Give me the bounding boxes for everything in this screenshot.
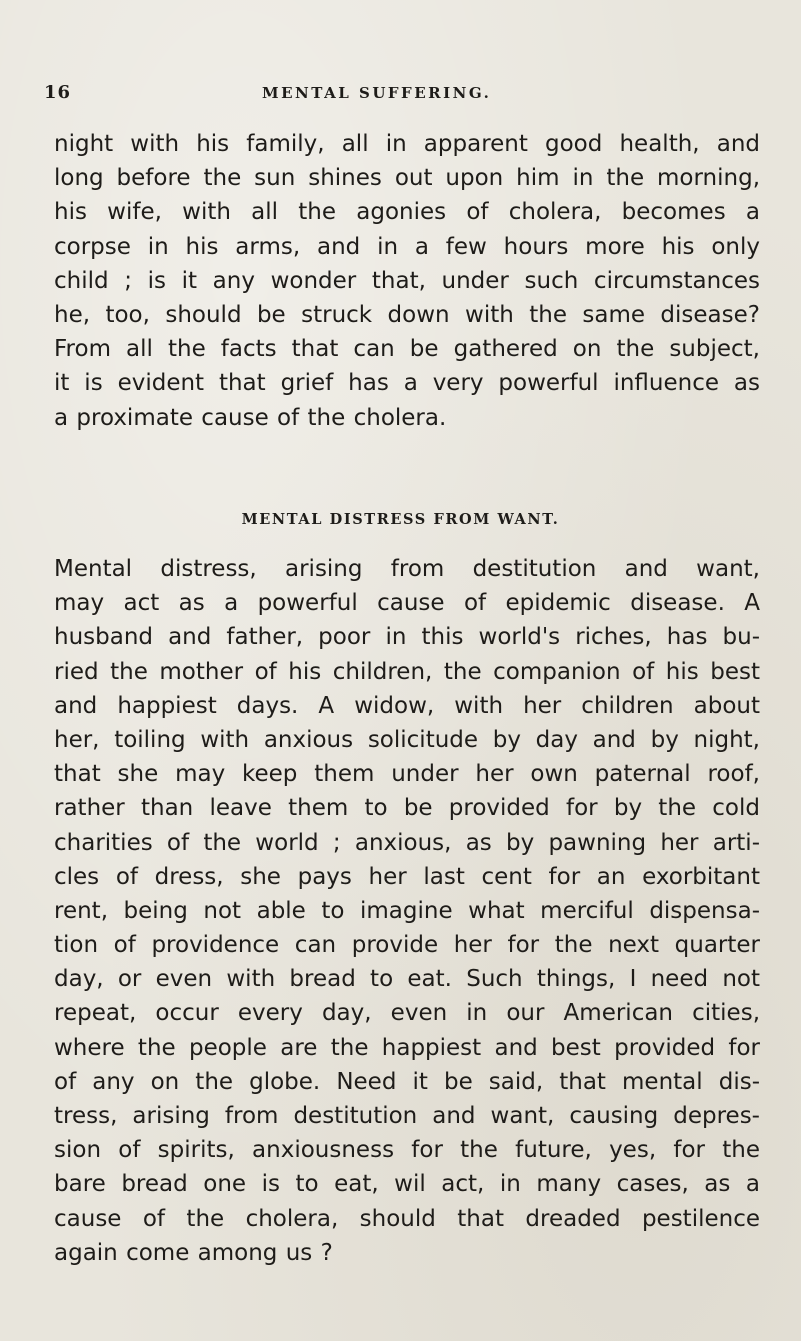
text-line: cles of dress, she pays her last cent for an exorbitant (54, 863, 760, 890)
text-line: ried the mother of his children, the companion of his best (54, 658, 760, 685)
text-line: day, or even with bread to eat. Such things, I need not (54, 966, 760, 993)
text-line: that she may keep them under her own paternal roof, (54, 761, 760, 788)
text-line: his wife, with all the agonies of cholera, becomes a (54, 199, 760, 226)
text-line: charities of the world ; anxious, as by pawning her arti- (54, 829, 760, 856)
text-line: tress, arising from destitution and want, causing depres- (54, 1103, 760, 1129)
text-line: where the people are the happiest and best provided for (54, 1034, 760, 1061)
text-line: Mental distress, arising from destitution and want, (54, 556, 760, 582)
page-number: 16 (44, 82, 72, 103)
text-line: cause of the cholera, should that dreaded pestilence (54, 1205, 760, 1232)
text-line: long before the sun shines out upon him in the morning, (54, 165, 760, 192)
text-line: night with his family, all in apparent good health, and (54, 131, 760, 157)
text-line: husband and father, poor in this world's riches, has bu- (54, 624, 760, 651)
text-line: and happiest days. A widow, with her children about (54, 692, 760, 719)
text-line: a proximate cause of the cholera. (54, 404, 447, 431)
text-line: bare bread one is to eat, wil act, in many cases, as a (54, 1171, 760, 1198)
page-header (0, 82, 801, 108)
text-line: repeat, occur every day, even in our American cities, (54, 1000, 760, 1027)
text-line: tion of providence can provide her for the next quarter (54, 932, 760, 959)
text-line: rather than leave them to be provided for by the cold (54, 795, 760, 822)
text-line: her, toiling with anxious solicitude by day and by night, (54, 726, 760, 753)
text-line: he, too, should be struck down with the same disease? (54, 301, 760, 328)
text-line: sion of spirits, anxiousness for the future, yes, for the (54, 1137, 760, 1164)
paragraph-distress-from-want (54, 552, 760, 1270)
text-line: rent, being not able to imagine what merciful dispensa- (54, 897, 760, 924)
section-heading: MENTAL DISTRESS FROM WANT. (241, 511, 560, 528)
text-line: again come among us ? (54, 1239, 333, 1266)
text-line: may act as a powerful cause of epidemic disease. A (54, 590, 760, 617)
text-line: of any on the globe. Need it be said, that mental dis- (54, 1068, 760, 1095)
running-head: MENTAL SUFFERING. (262, 84, 492, 102)
text-line: it is evident that grief has a very powerful influence as (54, 370, 760, 397)
text-line: corpse in his arms, and in a few hours more his only (54, 233, 760, 260)
text-line: child ; is it any wonder that, under such circumstances (54, 267, 760, 294)
text-line: From all the facts that can be gathered on the subject, (54, 336, 760, 363)
paragraph-grief (54, 127, 760, 435)
